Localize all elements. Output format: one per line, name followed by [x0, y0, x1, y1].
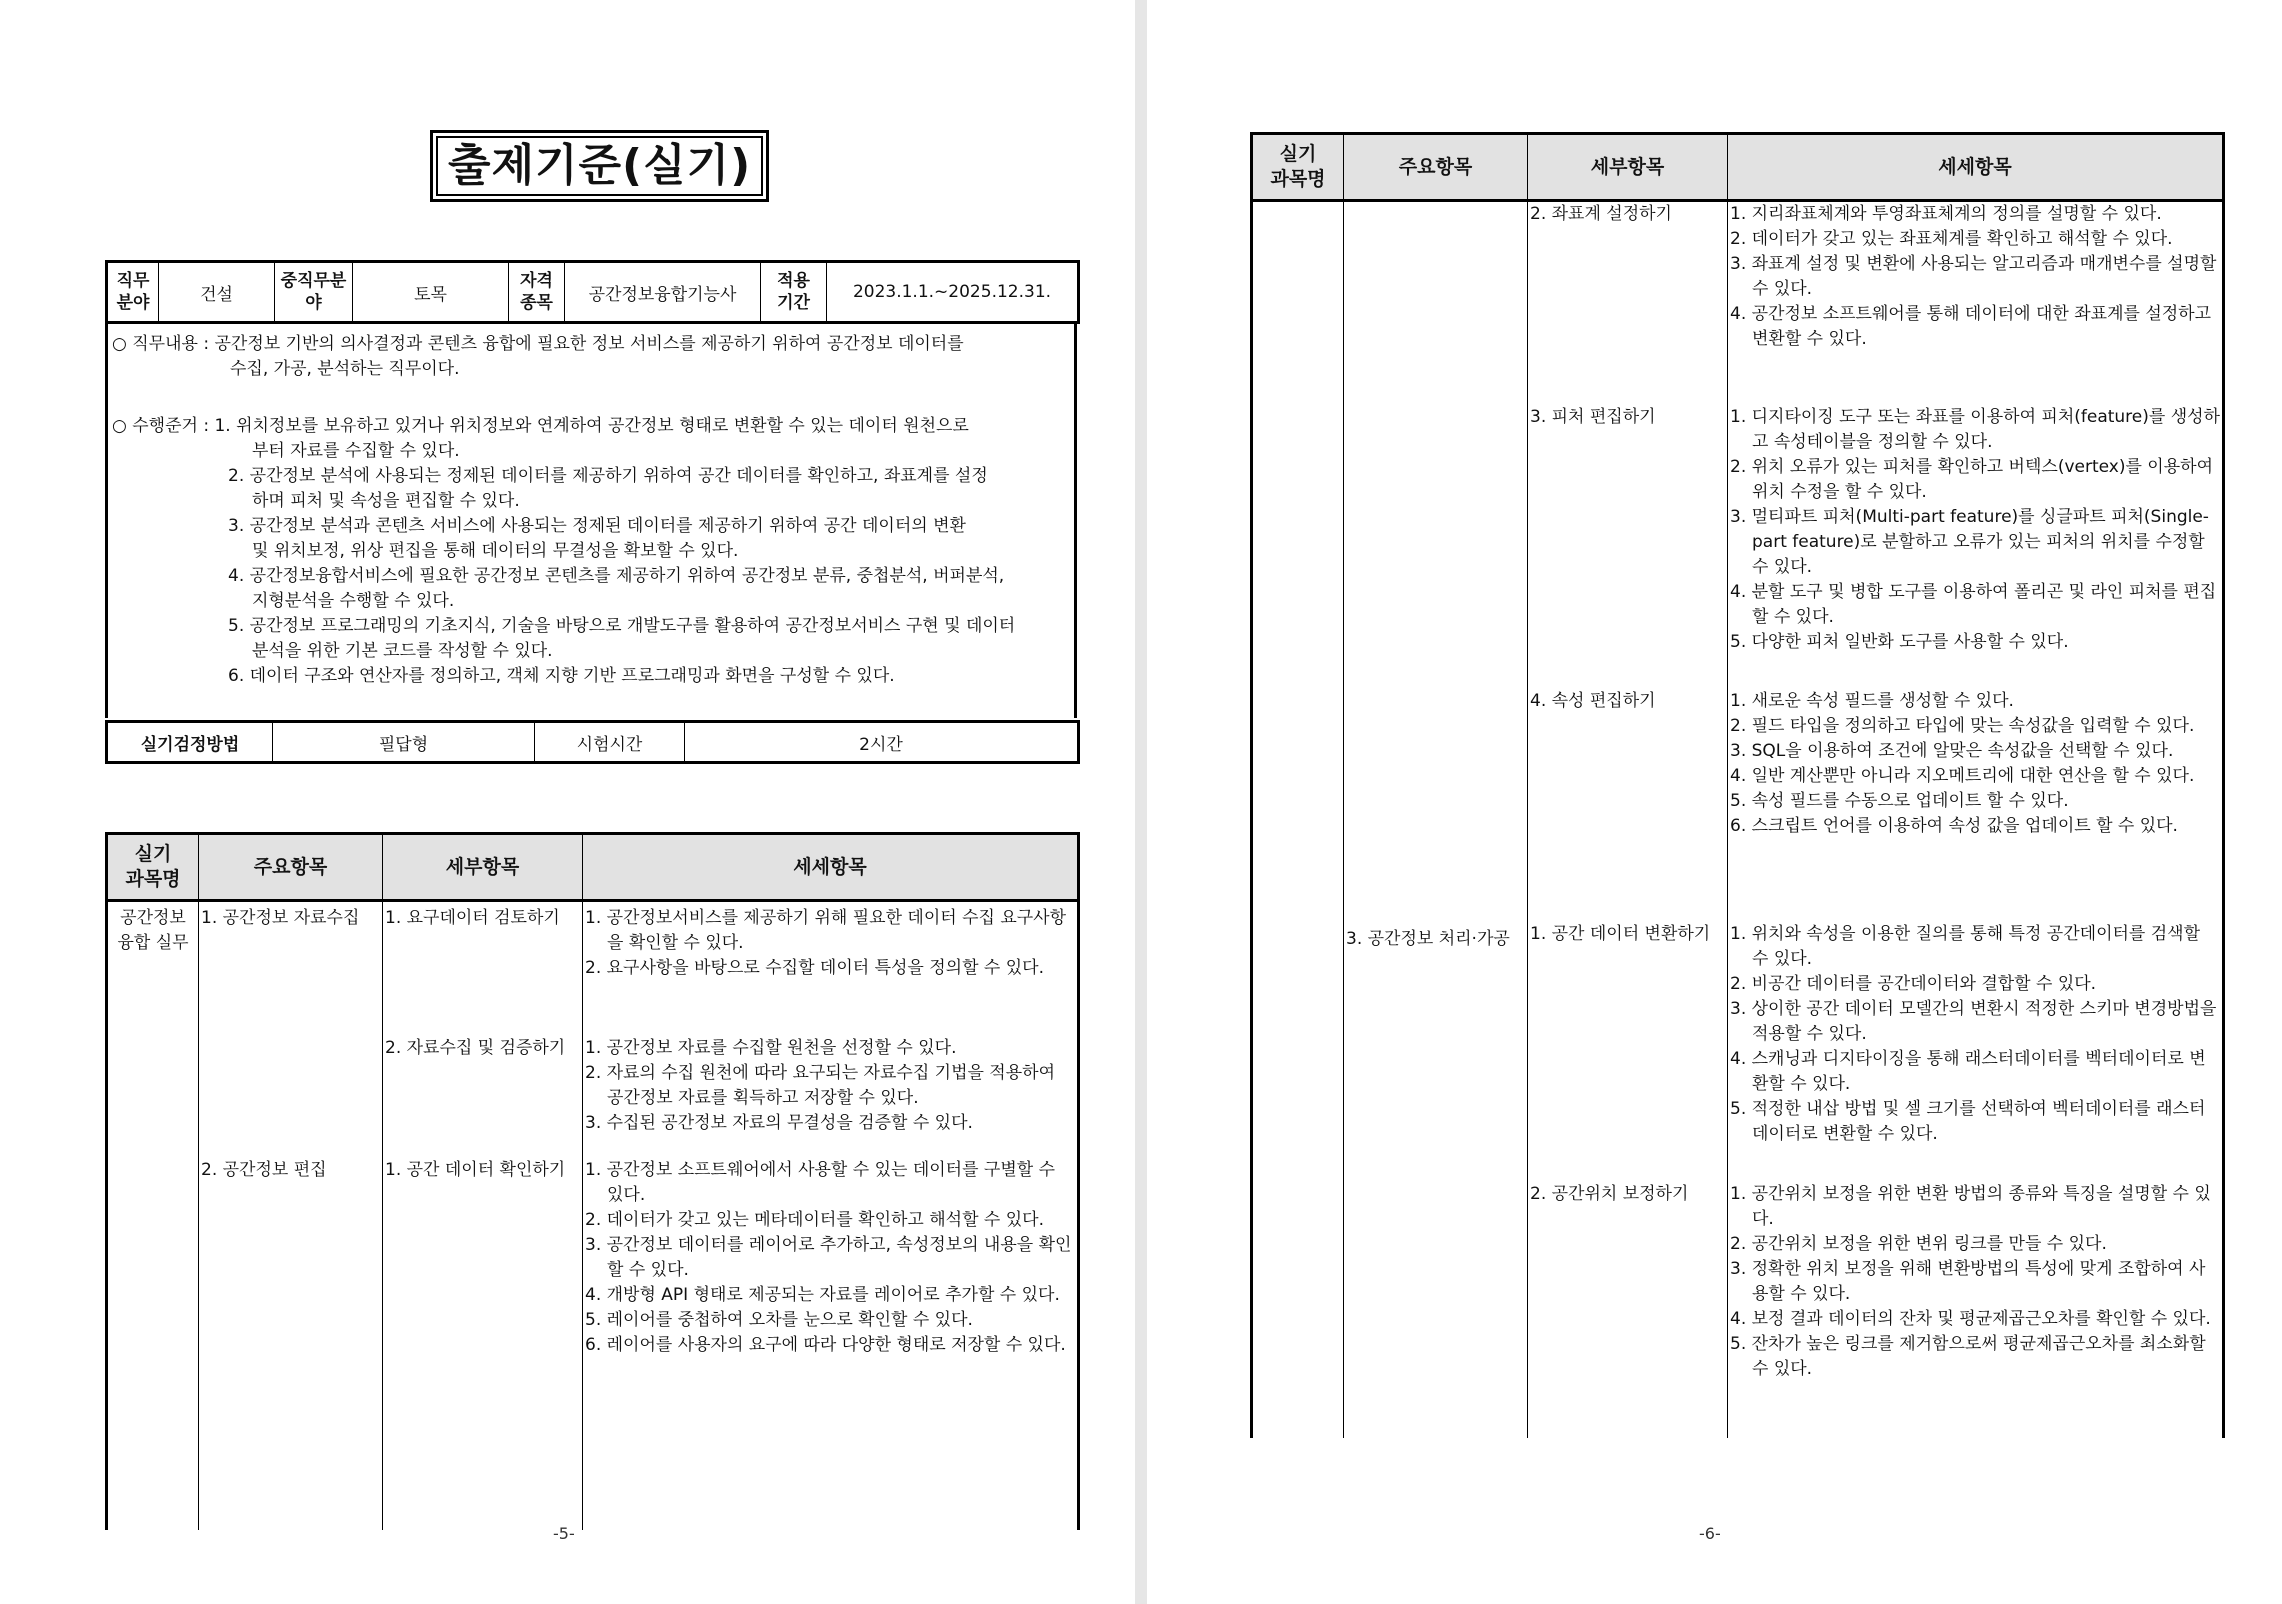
criteria-item-cont: 하며 피처 및 속성을 편집할 수 있다. — [252, 491, 520, 511]
detail-item: 4. 분할 도구 및 병합 도구를 이용하여 폴리곤 및 라인 피처를 편집할 수 있다. — [1730, 582, 2217, 627]
sub-field-label — [275, 262, 353, 323]
performance-criteria — [112, 414, 1015, 689]
detail-list — [585, 906, 1075, 981]
exam-method-table — [105, 720, 1080, 764]
header-subject-text: 실기 과목명 — [125, 843, 181, 890]
duty-label: ○ 직무내용 : — [112, 334, 215, 354]
subject-name: 공간정보 융합 실무 — [117, 908, 189, 953]
detail-item: 2. 자료의 수집 원천에 따라 요구되는 자료수집 기법을 적용하여 공간정보 자료를 획득하고 저장할 수 있다. — [585, 1063, 1055, 1108]
field-label-text: 직무 분야 — [116, 270, 150, 313]
document-title: 출제기준(실기) — [436, 136, 763, 196]
detail-item: 2. 데이터가 갖고 있는 좌표체계를 확인하고 해석할 수 있다. — [1730, 229, 2173, 249]
period-label-text: 적용 기간 — [777, 270, 810, 313]
subject-cell — [107, 901, 199, 1531]
duty-content — [112, 332, 964, 382]
detail-item: 5. 적정한 내삽 방법 및 셀 크기를 선택하여 벡터데이터를 래스터데이터로 변환할 수 있다. — [1730, 1099, 2206, 1144]
header-sub-item: 세부항목 — [383, 834, 583, 901]
detail-item: 1. 지리좌표체계와 투영좌표체계의 정의를 설명할 수 있다. — [1730, 204, 2162, 224]
sub-item-wrap — [1530, 922, 1725, 947]
detail-item: 3. 수집된 공간정보 자료의 무결성을 검증할 수 있다. — [585, 1113, 973, 1133]
sub-item: 4. 속성 편집하기 — [1530, 691, 1656, 711]
criteria-item: 1. 위치정보를 보유하고 있거나 위치정보와 연계하여 공간정보 형태로 변환할 수 있는 데이터 원천으로 — [214, 416, 969, 436]
criteria-item-cont: 부터 자료를 수집할 수 있다. — [252, 441, 460, 461]
detail-item: 1. 공간정보 자료를 수집할 원천을 선정할 수 있다. — [585, 1038, 957, 1058]
qualification-label — [509, 262, 565, 323]
detail-item: 3. 정확한 위치 보정을 위해 변환방법의 특성에 맞게 조합하여 사용할 수 있다. — [1730, 1259, 2206, 1304]
sub-item: 2. 자료수집 및 검증하기 — [385, 1038, 566, 1058]
sub-item-column — [1528, 201, 1728, 1439]
detail-item: 5. 잔차가 높은 링크를 제거함으로써 평균제곱근오차를 최소화할 수 있다. — [1730, 1334, 2206, 1379]
qualification-value: 공간정보융합기능사 — [565, 262, 761, 323]
criteria-item: 2. 공간정보 분석에 사용되는 정제된 데이터를 제공하기 위하여 공간 데이터를 확인하고, 좌표계를 설정 — [228, 466, 988, 486]
detail-list — [1730, 689, 2220, 839]
duty-description-box — [105, 324, 1077, 718]
detail-item: 3. 멀티파트 피처(Multi-part feature)를 싱글파트 피처(Single-part feature)로 분할하고 오류가 있는 피처의 위치를 수정할 수 있다. — [1730, 507, 2209, 577]
sub-item: 1. 요구데이터 검토하기 — [385, 908, 560, 928]
detail-item: 2. 데이터가 갖고 있는 메타데이터를 확인하고 해석할 수 있다. — [585, 1210, 1044, 1230]
header-main-item: 주요항목 — [199, 834, 383, 901]
sub-item: 1. 공간 데이터 변환하기 — [1530, 924, 1711, 944]
header-subject — [1252, 134, 1344, 201]
detail-item: 3. 상이한 공간 데이터 모델간의 변환시 적정한 스키마 변경방법을 적용할 수 있다. — [1730, 999, 2217, 1044]
detail-item-column — [1728, 201, 2224, 1439]
main-item: 2. 공간정보 편집 — [201, 1160, 327, 1180]
main-item: 1. 공간정보 자료수집 — [201, 908, 360, 928]
page-number: -6- — [1699, 1524, 1721, 1543]
criteria-item-cont: 및 위치보정, 위상 편집을 통해 데이터의 무결성을 확보할 수 있다. — [252, 541, 739, 561]
page-5 — [0, 0, 1135, 1604]
detail-item: 2. 필드 타입을 정의하고 타입에 맞는 속성값을 입력할 수 있다. — [1730, 716, 2195, 736]
detail-item: 1. 디지타이징 도구 또는 좌표를 이용하여 피처(feature)를 생성하고 속성테이블을 정의할 수 있다. — [1730, 407, 2220, 452]
duty-text-line2: 수집, 가공, 분석하는 직무이다. — [230, 359, 460, 379]
detail-item: 4. 일반 계산뿐만 아니라 지오메트리에 대한 연산을 할 수 있다. — [1730, 766, 2195, 786]
sub-field-label-text: 중직무분 야 — [280, 270, 347, 313]
detail-item: 2. 위치 오류가 있는 피처를 확인하고 버텍스(vertex)를 이용하여 위치 수정을 할 수 있다. — [1730, 457, 2213, 502]
detail-list — [1730, 202, 2220, 352]
header-main-item: 주요항목 — [1344, 134, 1528, 201]
detail-item: 6. 레이어를 사용자의 요구에 따라 다양한 형태로 저장할 수 있다. — [585, 1335, 1066, 1355]
detail-item: 5. 레이어를 중첩하여 오차를 눈으로 확인할 수 있다. — [585, 1310, 973, 1330]
main-item-column — [1344, 201, 1528, 1439]
sub-item: 2. 좌표계 설정하기 — [1530, 204, 1672, 224]
exam-method-value: 필답형 — [273, 722, 535, 763]
header-detail-item: 세세항목 — [1728, 134, 2224, 201]
detail-list — [1730, 1182, 2220, 1382]
sub-item: 2. 공간위치 보정하기 — [1530, 1184, 1689, 1204]
job-info-table — [105, 260, 1080, 324]
qualification-label-text: 자격 종목 — [520, 270, 553, 313]
detail-list — [585, 1158, 1075, 1358]
sub-field-value: 토목 — [353, 262, 509, 323]
header-subject — [107, 834, 199, 901]
criteria-item: 6. 데이터 구조와 연산자를 정의하고, 객체 지향 기반 프로그래밍과 화면을 구성할 수 있다. — [228, 666, 895, 686]
detail-item: 4. 개방형 API 형태로 제공되는 자료를 레이어로 추가할 수 있다. — [585, 1285, 1060, 1305]
field-label — [107, 262, 159, 323]
detail-item-column — [583, 901, 1079, 1531]
detail-item: 1. 공간정보서비스를 제공하기 위해 필요한 데이터 수집 요구사항을 확인할 수 있다. — [585, 908, 1067, 953]
main-item-column — [199, 901, 383, 1531]
sub-item-column — [383, 901, 583, 1531]
header-subject-text: 실기 과목명 — [1270, 143, 1326, 190]
criteria-table-right — [1250, 132, 2225, 1438]
criteria-table-left — [105, 832, 1080, 1530]
detail-item: 1. 새로운 속성 필드를 생성할 수 있다. — [1730, 691, 2014, 711]
sub-item: 3. 피처 편집하기 — [1530, 407, 1656, 427]
detail-item: 4. 스캐닝과 디지타이징을 통해 래스터데이터를 벡터데이터로 변환할 수 있다. — [1730, 1049, 2206, 1094]
detail-item: 3. 좌표계 설정 및 변환에 사용되는 알고리즘과 매개변수를 설명할 수 있다. — [1730, 254, 2217, 299]
exam-time-value: 2시간 — [685, 722, 1079, 763]
detail-item: 1. 공간위치 보정을 위한 변환 방법의 종류와 특징을 설명할 수 있다. — [1730, 1184, 2211, 1229]
detail-item: 2. 비공간 데이터를 공간데이터와 결합할 수 있다. — [1730, 974, 2097, 994]
sub-item: 1. 공간 데이터 확인하기 — [385, 1160, 566, 1180]
duty-text-line1: 공간정보 기반의 의사결정과 콘텐츠 융합에 필요한 정보 서비스를 제공하기 위하여 공간정보 데이터를 — [214, 334, 964, 354]
exam-method-label: 실기검정방법 — [107, 722, 273, 763]
detail-item: 3. SQL을 이용하여 조건에 알맞은 속성값을 선택할 수 있다. — [1730, 741, 2174, 761]
page-6 — [1147, 0, 2282, 1604]
detail-item: 1. 공간정보 소프트웨어에서 사용할 수 있는 데이터를 구별할 수 있다. — [585, 1160, 1055, 1205]
header-sub-item: 세부항목 — [1528, 134, 1728, 201]
detail-item: 6. 스크립트 언어를 이용하여 속성 값을 업데이트 할 수 있다. — [1730, 816, 2178, 836]
detail-item: 2. 요구사항을 바탕으로 수집할 데이터 특성을 정의할 수 있다. — [585, 958, 1044, 978]
detail-item: 4. 공간정보 소프트웨어를 통해 데이터에 대한 좌표계를 설정하고 변환할 수 있다. — [1730, 304, 2212, 349]
document-title-frame — [430, 130, 769, 202]
period-value: 2023.1.1.~2025.12.31. — [827, 262, 1079, 323]
page-number: -5- — [553, 1524, 575, 1543]
exam-time-label: 시험시간 — [535, 722, 685, 763]
criteria-item-cont: 지형분석을 수행할 수 있다. — [252, 591, 455, 611]
criteria-item-cont: 분석을 위한 기본 코드를 작성할 수 있다. — [252, 641, 553, 661]
field-value: 건설 — [159, 262, 275, 323]
criteria-label: ○ 수행준거 : — [112, 416, 215, 436]
criteria-item: 5. 공간정보 프로그래밍의 기초지식, 기술을 바탕으로 개발도구를 활용하여 공간정보서비스 구현 및 데이터 — [228, 616, 1016, 636]
criteria-item: 4. 공간정보융합서비스에 필요한 공간정보 콘텐츠를 제공하기 위하여 공간정보 분류, 중첩분석, 버퍼분석, — [228, 566, 1005, 586]
detail-list — [1730, 405, 2220, 655]
detail-item: 5. 속성 필드를 수동으로 업데이트 할 수 있다. — [1730, 791, 2069, 811]
detail-item: 4. 보정 결과 데이터의 잔차 및 평균제곱근오차를 확인할 수 있다. — [1730, 1309, 2211, 1329]
detail-item: 2. 공간위치 보정을 위한 변위 링크를 만들 수 있다. — [1730, 1234, 2107, 1254]
main-item: 3. 공간정보 처리·가공 — [1346, 929, 1510, 949]
detail-list — [585, 1036, 1075, 1136]
detail-item: 1. 위치와 속성을 이용한 질의를 통해 특정 공간데이터를 검색할 수 있다. — [1730, 924, 2200, 969]
header-detail-item: 세세항목 — [583, 834, 1079, 901]
detail-item: 3. 공간정보 데이터를 레이어로 추가하고, 속성정보의 내용을 확인할 수 있다. — [585, 1235, 1072, 1280]
subject-cell — [1252, 201, 1344, 1439]
period-label — [761, 262, 827, 323]
criteria-item: 3. 공간정보 분석과 콘텐츠 서비스에 사용되는 정제된 데이터를 제공하기 위하여 공간 데이터의 변환 — [228, 516, 966, 536]
detail-item: 5. 다양한 피처 일반화 도구를 사용할 수 있다. — [1730, 632, 2069, 652]
detail-list — [1730, 922, 2220, 1147]
